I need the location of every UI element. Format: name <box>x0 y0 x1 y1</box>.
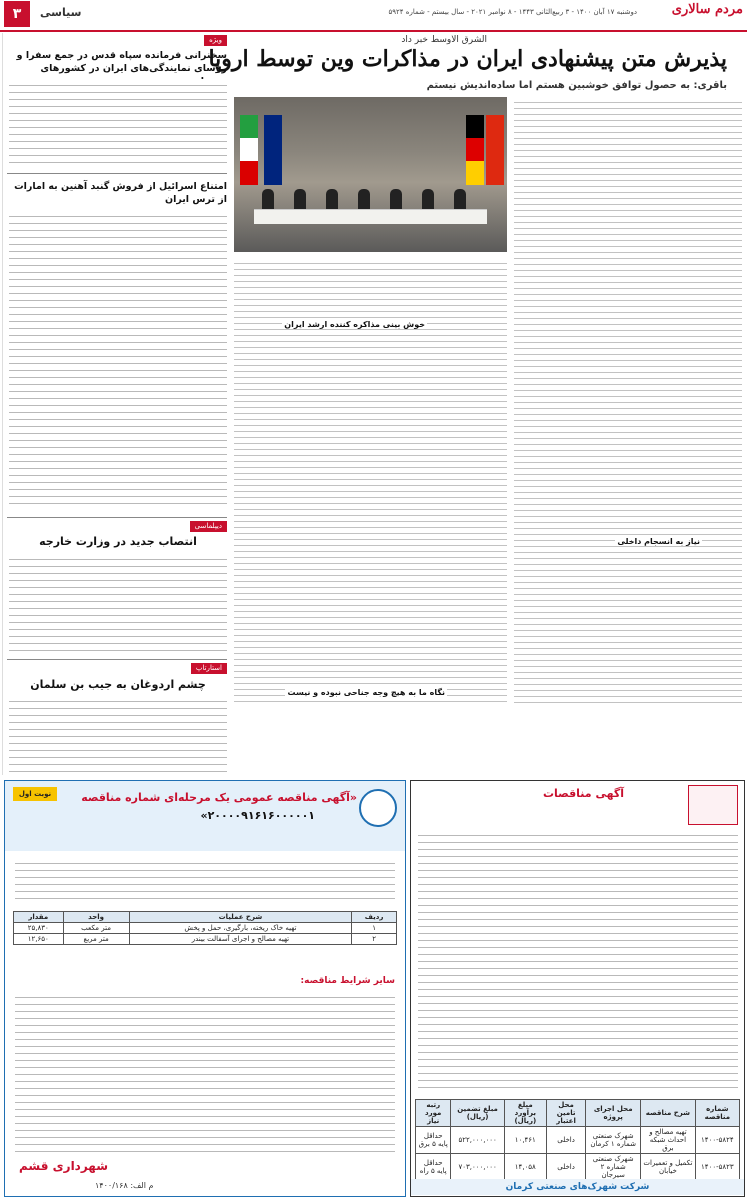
col-header: محل تامین اعتبار <box>546 1100 585 1127</box>
ad-signature: شهرداری قشم <box>19 1159 109 1173</box>
conference-table <box>254 209 487 224</box>
article-subhead: نگاه ما به هیچ وجه جناحی نبوده و نیست <box>287 688 445 697</box>
delegate-figure <box>326 189 338 211</box>
municipality-logo-icon <box>359 789 397 827</box>
col-header: واحد <box>63 912 129 923</box>
tender-number: ۲۰۰۰۰۹۱۶۱۶۰۰۰۰۰۱» <box>200 809 315 822</box>
page-header <box>0 0 747 32</box>
article-column-middle <box>234 258 507 705</box>
conditions-text <box>15 991 395 1153</box>
divider <box>7 517 227 518</box>
first-notice-badge: نوبت اول <box>13 787 57 801</box>
story-body <box>9 695 227 773</box>
iran-flag-icon <box>240 115 258 185</box>
col-header: رتبه مورد نیاز <box>416 1100 451 1127</box>
conditions-heading: سایر شرایط مناقصه: <box>300 976 395 986</box>
article-subhead: خوش بینی مذاکره کننده ارشد ایران <box>284 320 425 329</box>
ad-title: «آگهی مناقصه عمومی یک مرحله‌ای شماره مناقصه <box>81 791 357 804</box>
section-label: سیاسی <box>40 6 82 19</box>
cell: ۲ <box>352 934 397 945</box>
ad-body-text <box>418 829 738 1093</box>
germany-flag-icon <box>466 115 484 185</box>
delegate-figure <box>358 189 370 211</box>
page-number: ۳ <box>4 1 30 27</box>
col-header: مقدار <box>14 912 64 923</box>
ad-title: آگهی مناقصات <box>542 787 624 800</box>
cell: ۵۲۲,۰۰۰,۰۰۰ <box>451 1127 504 1154</box>
divider <box>7 659 227 660</box>
industrial-towns-logo-icon <box>688 785 738 825</box>
issue-date-line: دوشنبه ۱۷ آبان ۱۴۰۰ - ۳ ربیع‌الثانی ۱۴۴۳ - ۸ نوامبر ۲۰۲۱ - سال بیستم - شماره ۵۹۲۴ <box>388 8 637 16</box>
delegate-figure <box>294 189 306 211</box>
cell: حداقل پایه ۵ راه <box>416 1154 451 1181</box>
cell: ۱۴۰۰-۵۸۲۴ <box>695 1127 739 1154</box>
ad-intro-text <box>15 857 395 905</box>
cell: داخلی <box>546 1154 585 1181</box>
col-header: شرح عملیات <box>129 912 351 923</box>
cell: ۱۴,۰۵۸ <box>504 1154 546 1181</box>
delegate-figure <box>262 189 274 211</box>
col-header: شرح مناقصه <box>641 1100 696 1127</box>
tender-items-table <box>13 911 397 945</box>
cell: ۷۰۳,۰۰۰,۰۰۰ <box>451 1154 504 1181</box>
article-title[interactable]: پذیرش متن پیشنهادی ایران در مذاکرات وین توسط اروپا <box>208 46 727 72</box>
story-body <box>9 210 227 510</box>
table-row <box>14 923 397 934</box>
cell: ۱۴۰۰-۵۸۲۳ <box>695 1154 739 1181</box>
cell: شهرک صنعتی شماره ۲ سیرجان <box>586 1154 641 1181</box>
cell: داخلی <box>546 1127 585 1154</box>
china-flag-icon <box>486 115 504 185</box>
table-header-row <box>14 912 397 923</box>
article-photo <box>234 97 507 252</box>
cell: متر مربع <box>63 934 129 945</box>
story-title[interactable]: امتناع اسرائیل از فروش گنبد آهنین به امارات از ترس ایران <box>14 181 227 205</box>
delegate-figure <box>390 189 402 211</box>
story-title[interactable]: سخنرانی فرمانده سپاه قدس در جمع سفرا و رؤسای نمایندگی‌های ایران در کشورهای <box>16 50 227 74</box>
table-row <box>416 1154 740 1181</box>
cell: تهیه خاک ریخته، بارگیری، حمل و پخش <box>129 923 351 934</box>
cell: ۱۲,۶۵۰ <box>14 934 64 945</box>
ad-footer: شرکت شهرک‌های صنعتی کرمان <box>411 1179 744 1195</box>
delegate-figure <box>454 189 466 211</box>
divider <box>7 173 227 174</box>
tag-startup: استارتاپ <box>191 663 227 674</box>
col-header: ردیف <box>352 912 397 923</box>
story-body <box>9 553 227 653</box>
cell: ۲۵,۸۳۰ <box>14 923 64 934</box>
tender-list-table <box>415 1099 740 1181</box>
tag-diplomacy: دیپلماسی <box>190 521 227 532</box>
col-header: مبلغ برآورد (ریال) <box>504 1100 546 1127</box>
story-body <box>9 79 227 167</box>
story-title[interactable]: چشم اردوغان به جیب بن سلمان <box>30 678 206 691</box>
publication-number: م الف: ۱۴۰۰/۱۶۸ <box>95 1181 154 1190</box>
cell: ۱ <box>352 923 397 934</box>
table-header-row <box>416 1100 740 1127</box>
qeshm-tender-ad <box>4 780 406 1197</box>
col-header: محل اجرای پروژه <box>586 1100 641 1127</box>
uk-flag-icon <box>264 115 282 185</box>
left-news-column <box>2 33 231 775</box>
table-row <box>416 1127 740 1154</box>
article-subtitle: باقری: به حصول توافق خوشبین هستم اما ساده‌اندیش نیستم <box>426 80 727 91</box>
col-header: مبلغ تضمین (ریال) <box>451 1100 504 1127</box>
cell: تکمیل و تعمیرات خیابان <box>641 1154 696 1181</box>
story-title[interactable]: انتصاب جدید در وزارت خارجه <box>39 535 197 548</box>
kerman-tender-ad <box>410 780 745 1197</box>
col-header: شماره مناقصه <box>695 1100 739 1127</box>
cell: ۱۰,۴۶۱ <box>504 1127 546 1154</box>
cell: شهرک صنعتی شماره ۱ کرمان <box>586 1127 641 1154</box>
article-column-right <box>514 97 742 705</box>
cell: حداقل پایه ۵ برق <box>416 1127 451 1154</box>
cell: تهیه مصالح و احداث شبکه برق <box>641 1127 696 1154</box>
article-kicker: الشرق الاوسط خبر داد <box>401 35 487 45</box>
cell: متر مکعب <box>63 923 129 934</box>
delegate-figure <box>422 189 434 211</box>
cell: تهیه مصالح و اجرای آسفالت بیندر <box>129 934 351 945</box>
article-subhead: نیاز به انسجام داخلی <box>617 537 700 546</box>
tag-special: ویژه <box>204 35 227 46</box>
table-row <box>14 934 397 945</box>
newspaper-name: مردم سالاری <box>671 2 743 17</box>
